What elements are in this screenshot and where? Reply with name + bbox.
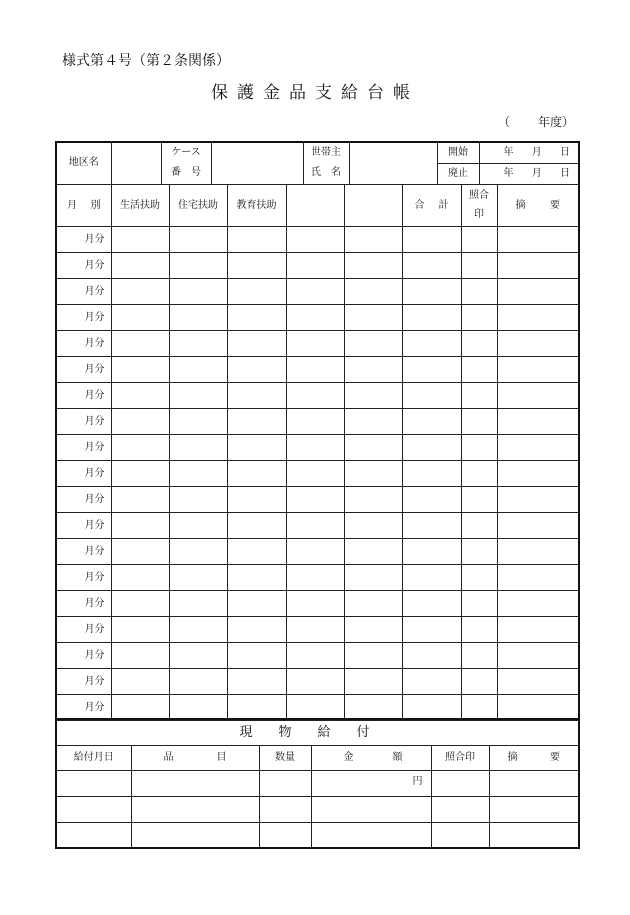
entry-cell[interactable] [344, 617, 402, 643]
year-label: 年度） [537, 115, 574, 129]
entry-cell[interactable] [56, 770, 131, 796]
month-label: 月分 [56, 591, 111, 617]
entry-cell[interactable] [259, 796, 311, 822]
month-label: 月分 [56, 279, 111, 305]
district-input[interactable] [111, 142, 161, 184]
entry-cell[interactable] [111, 513, 169, 539]
entry-cell[interactable] [402, 487, 461, 513]
case-label-top: ケース [161, 142, 211, 163]
entry-cell[interactable] [286, 227, 344, 253]
entry-cell[interactable] [402, 331, 461, 357]
col-amount-char1: 金 [343, 751, 354, 763]
entry-cell[interactable] [111, 227, 169, 253]
entry-cell[interactable] [227, 227, 286, 253]
entry-cell[interactable] [497, 617, 579, 643]
entry-cell[interactable] [111, 357, 169, 383]
table-row [56, 822, 579, 848]
entry-cell[interactable] [497, 331, 579, 357]
month-label: 月分 [56, 487, 111, 513]
in-kind-payment-table [55, 718, 580, 849]
entry-cell[interactable] [227, 331, 286, 357]
entry-cell[interactable] [131, 796, 259, 822]
entry-cell[interactable] [497, 279, 579, 305]
end-year-unit: 年 [503, 167, 514, 179]
col-verification-seal: 照合印 [431, 745, 489, 770]
col-seal-line1: 照合 [469, 190, 489, 201]
month-label: 月分 [56, 565, 111, 591]
col-amount [311, 745, 431, 770]
entry-cell[interactable] [227, 669, 286, 695]
entry-cell[interactable] [286, 487, 344, 513]
month-label: 月分 [56, 383, 111, 409]
col-seal [461, 185, 497, 227]
entry-cell[interactable] [497, 461, 579, 487]
entry-cell[interactable] [431, 822, 489, 848]
entry-cell[interactable] [402, 383, 461, 409]
monthly-payment-table [55, 184, 580, 721]
entry-cell[interactable] [286, 617, 344, 643]
entry-cell[interactable] [402, 253, 461, 279]
entry-cell[interactable] [402, 513, 461, 539]
in-kind-header-row [56, 745, 579, 770]
entry-cell[interactable] [402, 461, 461, 487]
col-blank-1 [286, 185, 344, 227]
table-row [56, 695, 579, 721]
entry-cell[interactable] [344, 513, 402, 539]
entry-cell[interactable] [286, 565, 344, 591]
entry-cell[interactable] [286, 253, 344, 279]
entry-cell[interactable] [169, 357, 227, 383]
table-row [56, 305, 579, 331]
entry-cell[interactable] [169, 591, 227, 617]
month-label: 月分 [56, 253, 111, 279]
start-year-unit: 年 [503, 146, 514, 158]
householder-name-input[interactable] [349, 142, 437, 184]
month-label: 月分 [56, 461, 111, 487]
start-date-field[interactable] [479, 142, 579, 163]
table-row [56, 461, 579, 487]
entry-cell[interactable] [56, 796, 131, 822]
month-label: 月分 [56, 331, 111, 357]
case-info-table [55, 141, 580, 185]
entry-cell[interactable] [461, 669, 497, 695]
entry-cell[interactable] [111, 487, 169, 513]
col-in-kind-summary-char2: 要 [550, 751, 561, 763]
entry-cell[interactable] [402, 695, 461, 721]
table-row [56, 487, 579, 513]
entry-cell[interactable] [111, 435, 169, 461]
month-label: 月分 [56, 643, 111, 669]
entry-cell[interactable] [497, 435, 579, 461]
entry-cell[interactable] [111, 279, 169, 305]
entry-cell[interactable] [131, 770, 259, 796]
entry-cell[interactable] [344, 253, 402, 279]
entry-cell[interactable] [227, 617, 286, 643]
entry-cell[interactable] [461, 643, 497, 669]
entry-cell[interactable] [286, 539, 344, 565]
entry-cell[interactable] [286, 331, 344, 357]
entry-cell[interactable] [169, 279, 227, 305]
entry-cell[interactable] [461, 357, 497, 383]
entry-cell[interactable] [56, 822, 131, 848]
table-row [56, 383, 579, 409]
entry-cell[interactable] [497, 669, 579, 695]
entry-cell[interactable] [311, 822, 431, 848]
form-number-label: 様式第４号（第２条関係） [62, 53, 230, 69]
entry-cell[interactable] [344, 409, 402, 435]
entry-cell[interactable] [111, 565, 169, 591]
entry-cell[interactable] [311, 796, 431, 822]
entry-cell[interactable] [402, 357, 461, 383]
col-blank-2 [344, 185, 402, 227]
entry-cell[interactable] [461, 253, 497, 279]
entry-cell[interactable] [461, 565, 497, 591]
entry-cell[interactable] [497, 305, 579, 331]
entry-cell[interactable] [461, 539, 497, 565]
entry-cell[interactable] [286, 383, 344, 409]
entry-cell[interactable] [344, 539, 402, 565]
entry-cell[interactable] [461, 461, 497, 487]
col-living-assistance: 生活扶助 [111, 185, 169, 227]
year-paren-open: （ [498, 115, 511, 129]
entry-cell[interactable] [344, 669, 402, 695]
entry-cell[interactable] [402, 669, 461, 695]
entry-cell[interactable] [286, 435, 344, 461]
entry-cell[interactable] [169, 513, 227, 539]
table-row [56, 565, 579, 591]
col-item-char1: 品 [163, 751, 174, 763]
entry-cell[interactable] [402, 435, 461, 461]
entry-cell[interactable] [344, 435, 402, 461]
entry-cell[interactable] [227, 357, 286, 383]
entry-cell[interactable] [497, 565, 579, 591]
entry-cell[interactable] [497, 643, 579, 669]
entry-cell[interactable] [431, 770, 489, 796]
entry-cell[interactable] [227, 435, 286, 461]
householder-label-top: 世帯主 [303, 142, 349, 163]
entry-cell[interactable] [402, 279, 461, 305]
start-label: 開始 [437, 142, 479, 163]
table-row [56, 227, 579, 253]
entry-cell[interactable] [169, 695, 227, 721]
entry-cell[interactable] [402, 617, 461, 643]
entry-cell[interactable] [344, 279, 402, 305]
district-label: 地区名 [56, 142, 111, 184]
entry-cell[interactable] [169, 435, 227, 461]
entry-cell[interactable] [286, 643, 344, 669]
entry-cell[interactable] [344, 695, 402, 721]
entry-cell[interactable] [402, 539, 461, 565]
end-label: 廃止 [437, 163, 479, 184]
entry-cell[interactable] [169, 253, 227, 279]
entry-cell[interactable] [286, 461, 344, 487]
month-label: 月分 [56, 617, 111, 643]
entry-cell[interactable] [344, 383, 402, 409]
entry-cell[interactable] [286, 305, 344, 331]
start-month-unit: 月 [531, 146, 542, 158]
entry-cell[interactable] [169, 409, 227, 435]
entry-cell[interactable] [402, 565, 461, 591]
entry-cell[interactable] [111, 643, 169, 669]
entry-cell[interactable] [169, 669, 227, 695]
month-label: 月分 [56, 305, 111, 331]
entry-cell[interactable] [497, 227, 579, 253]
entry-cell[interactable] [227, 695, 286, 721]
entry-cell[interactable] [111, 461, 169, 487]
entry-cell[interactable] [344, 487, 402, 513]
document-title: 保護金品支給台帳 [211, 83, 419, 103]
column-header-row [56, 185, 579, 227]
entry-cell[interactable] [286, 669, 344, 695]
entry-cell[interactable] [461, 513, 497, 539]
entry-cell[interactable] [344, 331, 402, 357]
entry-cell[interactable] [169, 305, 227, 331]
month-label: 月分 [56, 513, 111, 539]
entry-cell[interactable] [111, 669, 169, 695]
entry-cell[interactable] [344, 305, 402, 331]
table-row [56, 357, 579, 383]
table-row [56, 331, 579, 357]
entry-cell[interactable] [497, 591, 579, 617]
table-row [56, 770, 579, 796]
entry-cell[interactable] [489, 822, 579, 848]
col-total-char2: 計 [438, 199, 449, 211]
col-item [131, 745, 259, 770]
entry-cell[interactable] [227, 513, 286, 539]
entry-cell[interactable] [461, 409, 497, 435]
entry-cell[interactable] [461, 383, 497, 409]
entry-cell[interactable] [344, 461, 402, 487]
col-total-char1: 合 [414, 199, 425, 211]
entry-cell[interactable] [497, 513, 579, 539]
entry-cell[interactable] [227, 253, 286, 279]
col-item-char2: 目 [216, 751, 227, 763]
entry-cell[interactable] [286, 695, 344, 721]
entry-cell[interactable] [286, 513, 344, 539]
entry-cell[interactable] [227, 539, 286, 565]
col-total [402, 185, 461, 227]
entry-cell[interactable] [131, 822, 259, 848]
entry-cell[interactable] [497, 695, 579, 721]
entry-cell[interactable] [461, 227, 497, 253]
col-quantity: 数量 [259, 745, 311, 770]
end-month-unit: 月 [531, 167, 542, 179]
entry-cell[interactable] [227, 383, 286, 409]
table-row [56, 539, 579, 565]
entry-cell[interactable] [169, 565, 227, 591]
col-amount-char2: 額 [392, 751, 403, 763]
entry-cell[interactable] [461, 487, 497, 513]
entry-cell[interactable] [497, 253, 579, 279]
entry-cell[interactable] [461, 695, 497, 721]
table-row [56, 669, 579, 695]
entry-cell[interactable] [461, 435, 497, 461]
entry-cell[interactable] [227, 565, 286, 591]
table-row [56, 513, 579, 539]
entry-cell[interactable] [227, 409, 286, 435]
entry-cell[interactable] [169, 487, 227, 513]
entry-cell[interactable] [169, 643, 227, 669]
amount-yen-cell[interactable]: 円 [311, 770, 431, 796]
entry-cell[interactable] [169, 383, 227, 409]
col-seal-line2: 印 [474, 209, 484, 220]
entry-cell[interactable] [402, 643, 461, 669]
entry-cell[interactable] [497, 409, 579, 435]
entry-cell[interactable] [111, 695, 169, 721]
entry-cell[interactable] [227, 591, 286, 617]
entry-cell[interactable] [286, 409, 344, 435]
entry-cell[interactable] [497, 487, 579, 513]
table-row [56, 409, 579, 435]
entry-cell[interactable] [169, 539, 227, 565]
case-label-bottom: 番 号 [161, 163, 211, 184]
entry-cell[interactable] [402, 305, 461, 331]
entry-cell[interactable] [259, 822, 311, 848]
col-in-kind-summary-char1: 摘 [507, 751, 518, 763]
entry-cell[interactable] [111, 331, 169, 357]
entry-cell[interactable] [227, 487, 286, 513]
entry-cell[interactable] [111, 305, 169, 331]
entry-cell[interactable] [227, 305, 286, 331]
entry-cell[interactable] [259, 770, 311, 796]
in-kind-section-title [56, 719, 579, 745]
householder-label-bottom: 氏 名 [303, 163, 349, 184]
month-label: 月分 [56, 539, 111, 565]
entry-cell[interactable] [461, 279, 497, 305]
col-month-char2: 別 [90, 199, 101, 211]
table-row [56, 435, 579, 461]
entry-cell[interactable] [489, 796, 579, 822]
entry-cell[interactable] [344, 227, 402, 253]
entry-cell[interactable] [402, 591, 461, 617]
month-label: 月分 [56, 357, 111, 383]
entry-cell[interactable] [169, 461, 227, 487]
month-label: 月分 [56, 409, 111, 435]
start-day-unit: 日 [560, 146, 570, 158]
entry-cell[interactable] [461, 331, 497, 357]
entry-cell[interactable] [111, 591, 169, 617]
entry-cell[interactable] [344, 357, 402, 383]
in-kind-title-text: 現物給付 [239, 724, 396, 740]
table-row [56, 591, 579, 617]
entry-cell[interactable] [227, 461, 286, 487]
entry-cell[interactable] [111, 253, 169, 279]
col-month-char1: 月 [67, 199, 77, 211]
month-label: 月分 [56, 695, 111, 721]
entry-cell[interactable] [461, 591, 497, 617]
end-date-field[interactable] [479, 163, 579, 184]
entry-cell[interactable] [489, 770, 579, 796]
month-label: 月分 [56, 435, 111, 461]
col-in-kind-summary [489, 745, 579, 770]
entry-cell[interactable] [497, 357, 579, 383]
entry-cell[interactable] [111, 617, 169, 643]
entry-cell[interactable] [402, 409, 461, 435]
entry-cell[interactable] [497, 383, 579, 409]
entry-cell[interactable] [169, 331, 227, 357]
entry-cell[interactable] [286, 591, 344, 617]
entry-cell[interactable] [111, 539, 169, 565]
entry-cell[interactable] [111, 409, 169, 435]
entry-cell[interactable] [286, 357, 344, 383]
month-label: 月分 [56, 669, 111, 695]
entry-cell[interactable] [461, 617, 497, 643]
entry-cell[interactable] [497, 539, 579, 565]
table-row [56, 617, 579, 643]
entry-cell[interactable] [431, 796, 489, 822]
entry-cell[interactable] [227, 643, 286, 669]
entry-cell[interactable] [461, 305, 497, 331]
entry-cell[interactable] [286, 279, 344, 305]
case-number-input[interactable] [211, 142, 303, 184]
col-month [56, 185, 111, 227]
month-label: 月分 [56, 227, 111, 253]
entry-cell[interactable] [111, 383, 169, 409]
entry-cell[interactable] [344, 591, 402, 617]
end-day-unit: 日 [560, 167, 570, 179]
col-payment-date: 給付月日 [56, 745, 131, 770]
entry-cell[interactable] [344, 565, 402, 591]
table-row [56, 796, 579, 822]
table-row [56, 643, 579, 669]
entry-cell[interactable] [169, 227, 227, 253]
col-housing-assistance: 住宅扶助 [169, 185, 227, 227]
entry-cell[interactable] [402, 227, 461, 253]
col-summary-char2: 要 [550, 199, 560, 211]
entry-cell[interactable] [227, 279, 286, 305]
col-summary-char1: 摘 [515, 199, 526, 211]
entry-cell[interactable] [169, 617, 227, 643]
col-education-assistance: 教育扶助 [227, 185, 286, 227]
table-row [56, 279, 579, 305]
entry-cell[interactable] [344, 643, 402, 669]
table-row [56, 253, 579, 279]
col-summary [497, 185, 579, 227]
